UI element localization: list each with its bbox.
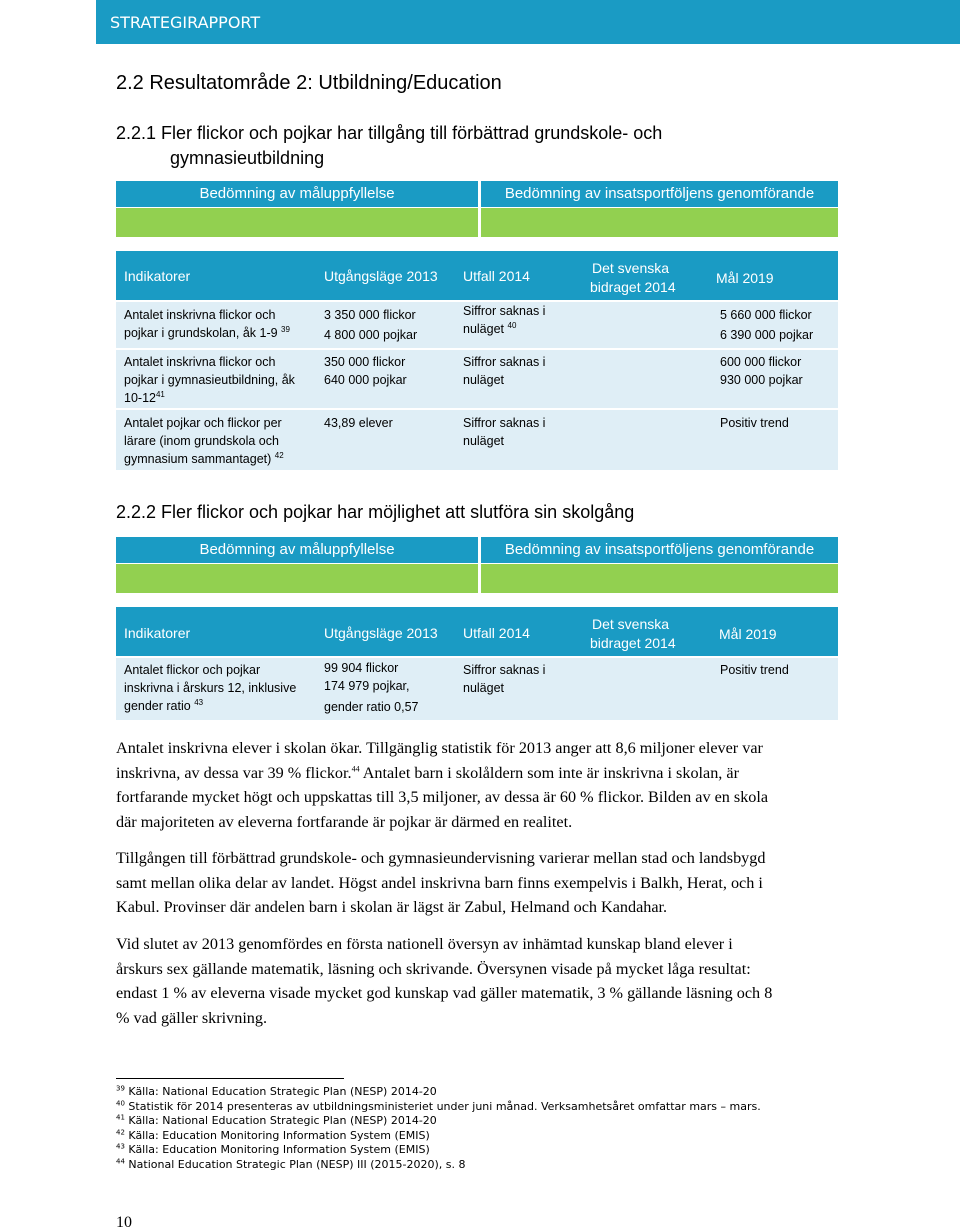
footnote-number: 40 [116,1098,125,1107]
row-baseline-cont: 640 000 pojkar [324,373,407,387]
col-outcome-2014: Utfall 2014 [463,625,530,641]
paragraph-line: samt mellan olika delar av landet. Högst andel inskrivna barn finns exempelvis i Balkh, Herat, och i [116,873,763,892]
col-swedish-contribution-line1: Det svenska [592,616,670,632]
footnote-text: Källa: Education Monitoring Information System (EMIS) [128,1128,430,1142]
footnote-text: Källa: Education Monitoring Information System (EMIS) [128,1143,430,1156]
table-row [116,350,838,408]
footnote-text: Statistik för 2014 presenteras av utbildningsministeriet under juni månad. Verksamhetsåret omfattar mars – mars. [128,1099,761,1113]
col-baseline-2013: Utgångsläge 2013 [324,268,438,284]
row-outcome: Siffror saknas i [463,416,546,430]
row-indicator-cont: inskrivna i årskurs 12, inklusive [124,681,297,695]
footnote-divider [116,1078,344,1079]
footnote-text: Källa: National Education Strategic Plan (NESP) 2014-20 [128,1114,437,1127]
row-indicator-cont: pojkar i grundskolan, åk 1-9 [124,326,278,340]
paragraph-2 [116,846,842,920]
row-baseline-cont: 174 979 pojkar, [324,679,410,693]
footnote-ref: 41 [155,389,165,399]
row-outcome-cont: nuläget [463,434,505,448]
table-row [116,658,838,720]
row-goal: Positiv trend [720,416,789,430]
paragraph-line: där majoriteten av eleverna fortfarande är pojkar är därmed en realitet. [116,812,573,831]
footnote-number: 44 [116,1156,125,1165]
paragraph-line: Antalet barn i skolåldern som inte är inskrivna i skolan, är [359,763,739,782]
paragraph-line: årskurs sex gällande matematik, läsning och skrivande. Översynen visade på mycket låga resultat: [116,959,751,978]
assessment-goal-indicator [116,564,478,593]
footnote [116,1114,761,1129]
assessment-goal-bar: Bedömning av måluppfyllelse [116,537,478,563]
paragraph-3 [116,932,842,1030]
paragraph-line: % vad gäller skrivning. [116,1008,268,1027]
footnote-number: 42 [116,1127,125,1136]
assessment-portfolio-bar: Bedömning av insatsportföljens genomförande [481,537,838,563]
row-outcome: Siffror saknas i [463,304,546,318]
subsection-1-title-line1: 2.2.1 Fler flickor och pojkar har tillgång till förbättrad grundskole- och [116,123,663,143]
paragraph-line: Kabul. Provinser där andelen barn i skolan är lägst är Zabul, Helmand och Kandahar. [116,898,668,916]
col-indicators: Indikatorer [124,268,191,284]
row-goal: 5 660 000 flickor [720,308,812,322]
row-goal-cont: 930 000 pojkar [720,373,803,387]
footnote-ref: 40 [507,320,517,330]
table-row [116,410,838,470]
row-goal: Positiv trend [720,663,789,677]
row-indicator-cont2: gender ratio [124,699,191,713]
row-outcome-cont: nuläget [463,322,505,336]
footnote-number: 41 [116,1113,125,1122]
footnote-number: 39 [116,1084,125,1093]
col-swedish-contribution-line2: bidraget 2014 [590,279,676,295]
paragraph-line: fortfarande mycket högt och uppskattas till 3,5 miljoner, av dessa är 60 % flickor. Bilden av en skola [116,788,769,806]
table-row [116,302,838,348]
row-outcome: Siffror saknas i [463,355,546,369]
section-title: 2.2 Resultatområde 2: Utbildning/Education [116,72,502,94]
paragraph-line: Antalet inskrivna elever i skolan ökar. Tillgänglig statistik för 2013 anger att 8,6 miljoner elever var [116,739,763,757]
header-title: STRATEGIRAPPORT [110,13,261,32]
subsection-1-title-line2: gymnasieutbildning [170,148,325,168]
row-goal-cont: 6 390 000 pojkar [720,328,814,342]
row-indicator-cont: pojkar i gymnasieutbildning, åk [124,373,295,387]
assessment-goal-indicator [116,208,478,237]
row-outcome: Siffror saknas i [463,663,546,677]
col-swedish-contribution-line2: bidraget 2014 [590,635,676,651]
col-outcome-2014: Utfall 2014 [463,268,530,284]
page-number: 10 [116,1214,132,1231]
footnote-ref: 39 [281,324,290,334]
page-header [96,0,960,44]
assessment-portfolio-indicator [481,208,838,237]
footnote-ref: 44 [351,764,360,774]
footnotes [116,1085,761,1172]
col-baseline-2013: Utgångsläge 2013 [324,625,438,641]
row-indicator: Antalet inskrivna flickor och [124,355,276,369]
row-indicator: Antalet pojkar och flickor per [124,416,282,430]
footnote-text: National Education Strategic Plan (NESP) III (2015-2020), s. 8 [128,1157,466,1171]
row-baseline: 43,89 elever [324,416,393,430]
footnote [116,1085,761,1100]
footnote [116,1129,761,1144]
row-outcome-cont: nuläget [463,373,505,387]
paragraph-line: Tillgången till förbättrad grundskole- och gymnasieundervisning varierar mellan stad och landsbygd [116,849,766,867]
assessment-goal-bar: Bedömning av måluppfyllelse [116,181,478,207]
row-goal: 600 000 flickor [720,355,802,369]
indicator-table-1-header [116,251,838,300]
col-goal-2019: Mål 2019 [719,626,777,642]
row-baseline-cont2: gender ratio 0,57 [324,700,419,714]
row-outcome-cont: nuläget [463,681,505,695]
row-baseline: 99 904 flickor [324,661,399,675]
paragraph-line: Vid slutet av 2013 genomfördes en första nationell översyn av inhämtad kunskap bland elever i [116,935,733,953]
row-indicator: Antalet inskrivna flickor och [124,308,276,322]
assessment-portfolio-bar: Bedömning av insatsportföljens genomförande [481,181,838,207]
footnote [116,1158,761,1173]
row-indicator-cont: lärare (inom grundskola och [124,434,279,448]
footnote [116,1100,761,1115]
col-indicators: Indikatorer [124,625,191,641]
row-baseline-cont: 4 800 000 pojkar [324,328,418,342]
row-indicator-cont2: gymnasium sammantaget) [124,452,272,466]
paragraph-1 [116,736,842,834]
footnote-number: 43 [116,1142,125,1151]
col-swedish-contribution-line1: Det svenska [592,260,670,276]
indicator-table-2-header [116,607,838,656]
footnote [116,1143,761,1158]
row-indicator-cont2: 10-12 [124,391,156,405]
row-baseline: 350 000 flickor [324,355,406,369]
footnote-ref: 43 [194,697,204,707]
footnote-text: Källa: National Education Strategic Plan (NESP) 2014-20 [128,1085,437,1098]
row-baseline: 3 350 000 flickor [324,308,416,322]
paragraph-line: inskrivna, av dessa var 39 % flickor. [116,763,352,782]
row-indicator: Antalet flickor och pojkar [124,663,261,677]
assessment-portfolio-indicator [481,564,838,593]
col-goal-2019: Mål 2019 [716,270,774,286]
subsection-2-title: 2.2.2 Fler flickor och pojkar har möjlighet att slutföra sin skolgång [116,502,635,522]
paragraph-line: endast 1 % av eleverna visade mycket god kunskap vad gäller matematik, 3 % gällande läsning och 8 [116,984,773,1002]
footnote-ref: 42 [274,450,284,460]
